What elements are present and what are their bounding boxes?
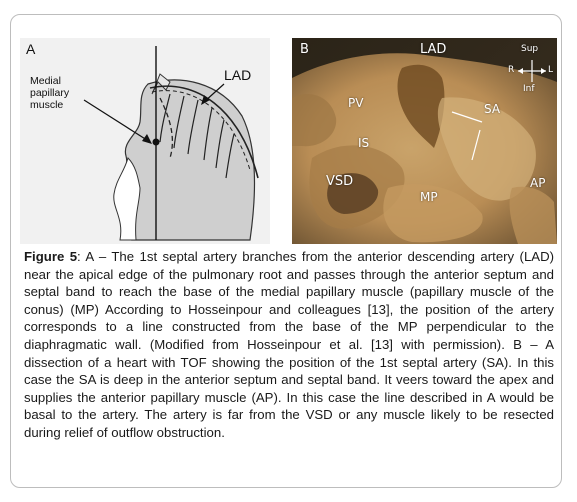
panel-b-letter: B	[300, 42, 309, 57]
label-lad-b: LAD	[420, 42, 447, 57]
label-vsd: VSD	[326, 174, 354, 189]
label-papillary: papillary	[30, 87, 70, 99]
orient-r: R	[508, 65, 515, 75]
panel-b-photo	[292, 38, 557, 244]
label-medial: Medial	[30, 75, 61, 87]
orient-sup: Sup	[521, 44, 539, 54]
label-is: IS	[358, 136, 370, 150]
orient-l: L	[548, 65, 554, 75]
caption-text: : A – The 1st septal artery branches from the anterior descending artery (LAD) near the apical edge of the pulmonary root and passes through the anterior septum and septal band to reach the base of the medial papillary muscle (papillary muscle of the conus) (MP) According to Hosseinpour and colleagues [13], the position of the artery corresponds to a line constructed from the base of the MP perpendicular to the diaphragmatic wall. (Modified from Hosseinpour et al. [13] with permission). B – A dissection of a heart with TOF showing the position of the 1st septal artery (SA). In this case the SA is deep in the anterior septum and septal band. It veers toward the apex and supplies the anterior papillary muscle (AP). In this case the line described in A would be basal to the artery. The artery is far from the VSD or any muscle likely to be resected during relief of outflow obstruction.	[24, 249, 554, 440]
label-lad-a: LAD	[224, 67, 252, 83]
label-mp: MP	[420, 190, 438, 204]
label-muscle: muscle	[30, 99, 64, 111]
label-ap: AP	[530, 176, 546, 190]
caption-label: Figure 5	[24, 249, 78, 264]
papillary-muscle-dot	[153, 139, 160, 146]
label-pv: PV	[348, 96, 364, 110]
panel-a-letter: A	[26, 41, 36, 57]
panel-a-diagram	[20, 38, 270, 244]
figure-caption	[24, 248, 554, 442]
dissection-image	[292, 38, 557, 244]
label-sa: SA	[484, 102, 501, 116]
orient-inf: Inf	[523, 84, 535, 94]
